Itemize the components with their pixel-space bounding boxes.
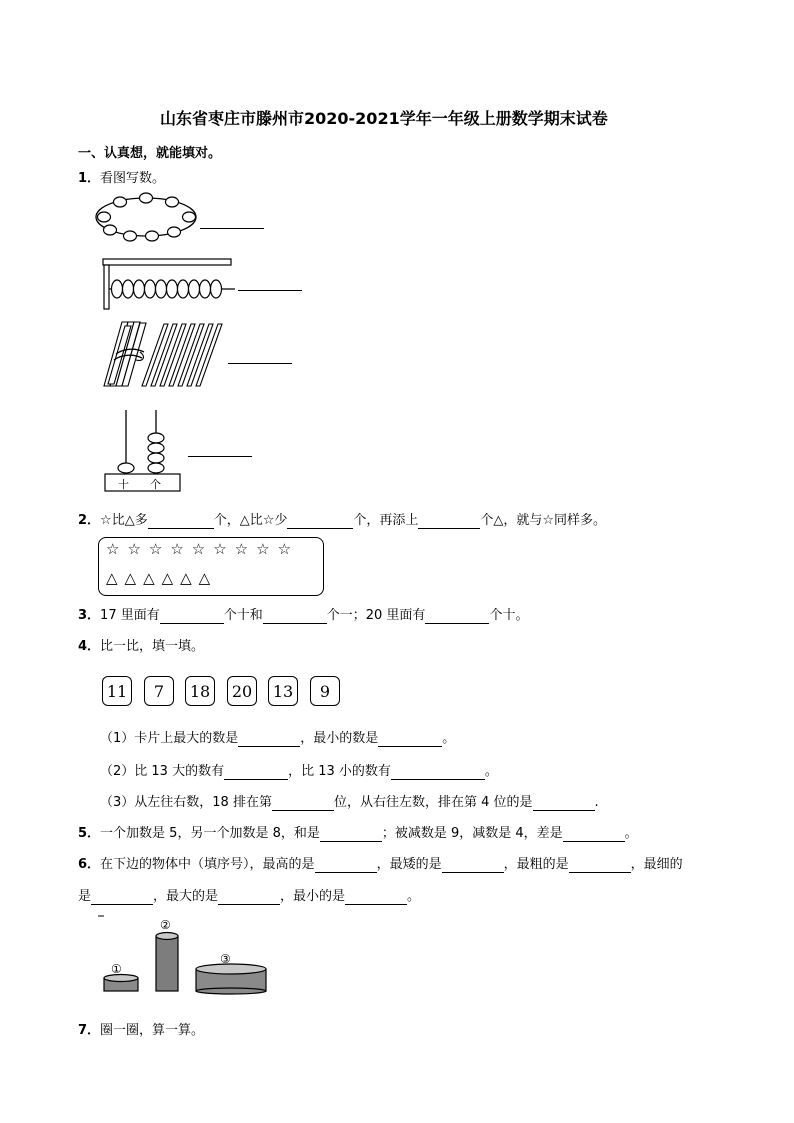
question-text: ，最矮的是: [376, 857, 442, 872]
object-label-1: ①: [111, 962, 122, 976]
answer-blank[interactable]: [148, 513, 214, 529]
answer-blank[interactable]: [569, 857, 631, 873]
number-card: 20: [227, 676, 257, 706]
answer-blank[interactable]: [263, 608, 327, 624]
abacus-label-tens: 十: [118, 478, 129, 491]
question-text: 位，从右往左数，排在第 4 位的是: [333, 795, 533, 810]
answer-blank[interactable]: [345, 889, 407, 905]
question-5: [78, 822, 638, 842]
answer-blank[interactable]: [287, 513, 353, 529]
answer-blank[interactable]: [238, 731, 300, 747]
question-text: ，最大的是: [153, 889, 219, 904]
answer-blank[interactable]: [320, 826, 382, 842]
question-text: 个，再添上: [353, 513, 419, 528]
bead-ring-figure: [94, 190, 204, 250]
question-number: 6．: [78, 857, 101, 872]
question-text: 个一；20 里面有: [326, 608, 426, 623]
question-text: （2）比 13 大的数有: [100, 764, 225, 779]
answer-blank[interactable]: [238, 290, 302, 291]
object-label-3: ③: [220, 952, 231, 966]
cylinders-figure: [98, 914, 278, 994]
question-4: [78, 635, 204, 654]
number-card: 13: [268, 676, 298, 706]
question-text: ，最粗的是: [503, 857, 569, 872]
answer-blank[interactable]: [315, 857, 377, 873]
answer-blank[interactable]: [563, 826, 625, 842]
question-text: 个△，就与☆同样多。: [480, 513, 607, 528]
question-number: 4．: [78, 639, 101, 654]
object-label-2: ②: [160, 918, 171, 932]
answer-blank[interactable]: [91, 889, 153, 905]
number-card: 11: [102, 676, 132, 706]
question-3: [78, 604, 528, 624]
question-text: ，最小的数是: [300, 731, 379, 746]
bead-frame-figure: [103, 257, 238, 312]
question-text: 个，△比☆少: [213, 513, 288, 528]
question-7: [78, 1019, 204, 1038]
question-text: 个十和: [223, 608, 263, 623]
question-text: 在下边的物体中（填序号），最高的是: [100, 857, 315, 872]
question-text: 。: [407, 889, 421, 904]
question-4-part-3: [100, 791, 599, 811]
answer-blank[interactable]: [160, 608, 224, 624]
question-number: 2．: [78, 513, 101, 528]
answer-blank[interactable]: [228, 363, 292, 364]
question-text: 。: [624, 826, 638, 841]
section-heading: 一、认真想，就能填对。: [78, 146, 222, 161]
question-number: 7．: [78, 1023, 101, 1038]
stars-row: ☆☆☆☆☆☆☆☆☆: [106, 540, 300, 558]
question-6-line-2: [78, 885, 420, 905]
question-text: 是: [78, 889, 92, 904]
answer-blank[interactable]: [533, 795, 595, 811]
question-number: 1．: [78, 171, 101, 186]
question-text: （3）从左往右数，18 排在第: [100, 795, 272, 810]
question-2: [78, 509, 606, 529]
answer-blank[interactable]: [425, 608, 489, 624]
question-text: ，比 13 小的数有: [288, 764, 391, 779]
triangles-row: △△△△△△: [106, 569, 218, 587]
answer-blank[interactable]: [391, 764, 485, 780]
answer-blank[interactable]: [418, 513, 480, 529]
sticks-figure: [100, 320, 220, 388]
page-title: 山东省枣庄市滕州市2020-2021学年一年级上册数学期末试卷: [160, 109, 608, 128]
question-number: 3．: [78, 608, 101, 623]
question-text: ，最小的是: [280, 889, 346, 904]
answer-blank[interactable]: [378, 731, 442, 747]
question-text: 个十。: [489, 608, 529, 623]
abacus-label-ones: 个: [150, 478, 161, 491]
question-text: 看图写数。: [100, 171, 166, 186]
answer-blank[interactable]: [188, 456, 252, 457]
question-text: 圈一圈，算一算。: [100, 1023, 205, 1038]
abacus-figure: [104, 410, 184, 495]
answer-blank[interactable]: [272, 795, 334, 811]
question-1: [78, 167, 165, 186]
question-number: 5．: [78, 826, 101, 841]
question-text: .: [594, 795, 599, 810]
answer-blank[interactable]: [218, 889, 280, 905]
answer-blank[interactable]: [442, 857, 504, 873]
question-text: 比一比，填一填。: [100, 639, 205, 654]
question-text: 17 里面有: [100, 608, 160, 623]
number-card: 7: [144, 676, 174, 706]
question-4-part-1: [100, 727, 455, 747]
number-card: 18: [185, 676, 215, 706]
question-text: 。: [484, 764, 498, 779]
number-card: 9: [310, 676, 340, 706]
question-text: ，最细的: [630, 857, 683, 872]
question-text: 一个加数是 5，另一个加数是 8，和是: [100, 826, 320, 841]
question-text: ；被减数是 9，减数是 4，差是: [381, 826, 563, 841]
answer-blank[interactable]: [200, 228, 264, 229]
question-4-part-2: [100, 760, 498, 780]
question-text: （1）卡片上最大的数是: [100, 731, 239, 746]
answer-blank[interactable]: [224, 764, 288, 780]
question-6-line-1: [78, 853, 683, 873]
question-text: 。: [442, 731, 456, 746]
question-text: ☆比△多: [100, 513, 148, 528]
